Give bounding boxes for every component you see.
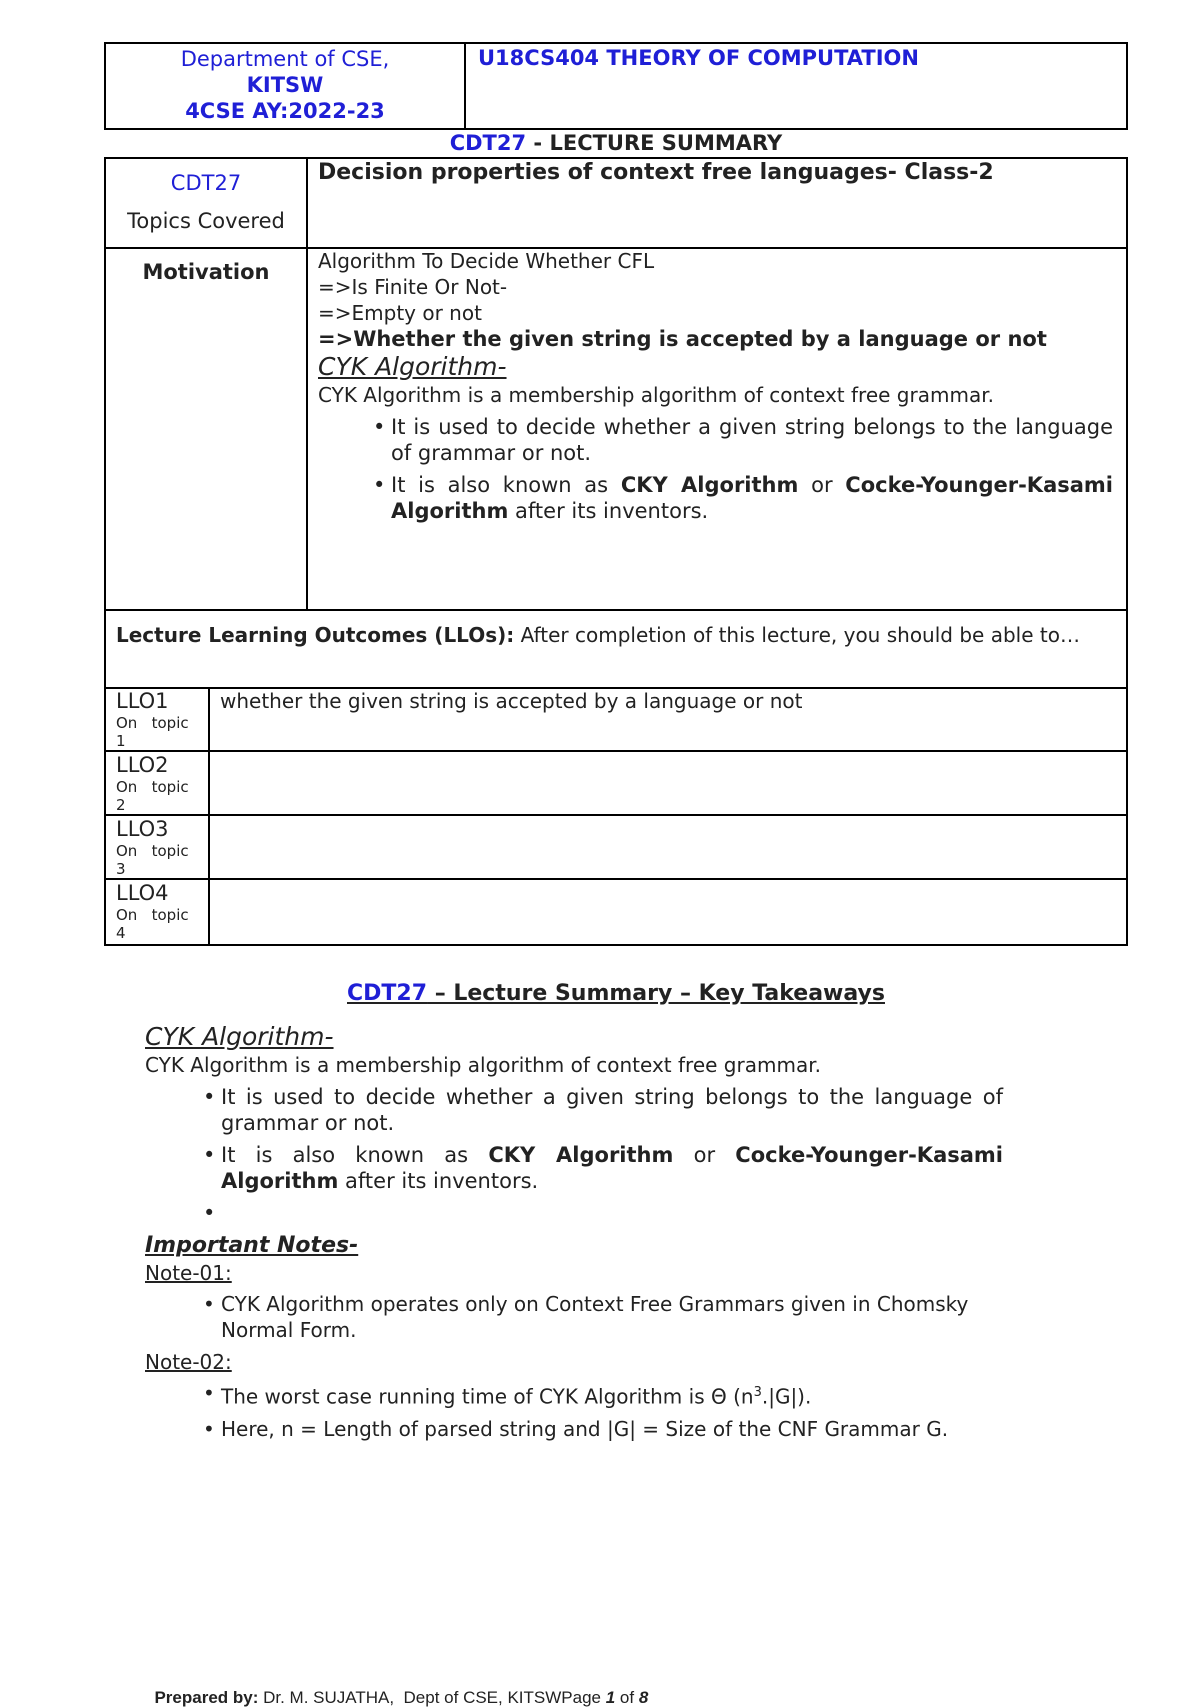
takeaways-bullets [203,1084,1003,1226]
llo-topic-num: 4 [116,924,126,942]
motivation-label: Motivation [142,260,270,284]
llo-intro [116,622,1114,648]
footer-page-of: of [615,1688,639,1707]
motivation-heading: CYK Algorithm- [318,352,507,381]
academic-year: 4CSE AY:2022-23 [185,99,385,123]
takeaways-title-text: – Lecture Summary – Key Takeaways [427,981,885,1006]
motivation-bullet-2-cyk: Cocke-Younger-Kasami Algorithm [391,473,1113,523]
llo-on-topic: On topic [116,842,189,860]
summary-code: CDT27 [449,131,527,155]
department-block [106,46,464,124]
takeaways-bullet-empty [203,1200,1003,1226]
footer-prepared-label: Prepared by: [154,1688,259,1707]
llo-row-1 [116,688,204,750]
note-2-label: Note-02: [145,1350,232,1374]
note-1-label: Note-01: [145,1261,232,1285]
motivation-bullets [373,414,1113,524]
notes-heading: Important Notes- [145,1233,359,1258]
llo-intro-heading: Lecture Learning Outcomes (LLOs): [116,623,515,647]
llo-topic-num: 3 [116,860,126,878]
footer [145,1668,648,1708]
motivation-line-2: =>Is Finite Or Not- [318,275,508,299]
motivation-bullet-2-post: after its inventors. [508,499,709,523]
motivation-bullet-2 [373,472,1113,524]
institute-name: KITSW [246,73,324,97]
llo-row-divider-1 [104,750,1128,752]
llo-on-topic: On topic [116,714,189,732]
motivation-desc: CYK Algorithm is a membership algorithm of context free grammar. [318,383,994,407]
takeaways-content [145,1022,1065,1442]
motivation-content [318,248,1116,524]
motivation-bullet-2-cky: CKY Algorithm [620,473,799,497]
note-1-bullet: • CYK Algorithm operates only on Context Free Grammars given in Chomsky Normal Form. [203,1291,1003,1343]
note-2-bullet-1-pre: The worst case running time of CYK Algorithm is Θ (n [221,1384,754,1409]
takeaways-bullet-1: • It is used to decide whether a given string belongs to the language of grammar or not. [203,1084,1003,1136]
llo-on-topic: On topic [116,906,189,924]
note-1-bullets [203,1291,1003,1343]
note-2-bullets [203,1380,1003,1442]
col-divider-topics [306,157,308,611]
summary-title [104,130,1128,156]
takeaways-bullet-2-pre: It is also known as [221,1143,489,1167]
motivation-line-3: =>Empty or not [318,301,482,325]
note-2-bullet-2: • Here, n = Length of parsed string and |G| = Size of the CNF Grammar G. [203,1416,1003,1442]
motivation-line-1: Algorithm To Decide Whether CFL [318,249,655,273]
llo-topic-num: 1 [116,732,126,750]
takeaways-bullet-2 [203,1142,1003,1194]
llo-row-divider-3 [104,878,1128,880]
llo-id: LLO2 [116,753,169,777]
llo-id: LLO3 [116,817,169,841]
takeaways-bullet-2-mid: or [673,1143,736,1167]
topics-label-cell [106,170,306,234]
department-name: Department of CSE, [180,47,390,71]
takeaways-desc: CYK Algorithm is a membership algorithm of context free grammar. [145,1053,821,1077]
note-2-bullet-1 [203,1380,1003,1410]
takeaways-bullet-2-post: after its inventors. [338,1169,539,1193]
llo-intro-text: After completion of this lecture, you should be able to… [514,623,1080,647]
topics-label: Topics Covered [127,209,285,233]
llo-row-4 [116,880,204,942]
topics-title: Decision properties of context free languages- Class-2 [318,160,994,185]
course-title: U18CS404 THEORY OF COMPUTATION [478,46,919,70]
takeaways-bullet-2-cyk: Cocke-Younger-Kasami Algorithm [221,1143,1003,1193]
footer-page-total: 8 [638,1688,649,1707]
row-divider-motivation [104,609,1128,611]
llo-row-divider-2 [104,814,1128,816]
llo-id: LLO4 [116,881,169,905]
note-2-bullet-1-post: .|G|). [761,1384,812,1409]
motivation-bullet-1: • It is used to decide whether a given string belongs to the language of grammar or not. [373,414,1113,466]
takeaways-code: CDT27 [347,981,428,1006]
motivation-bullet-2-pre: It is also known as [391,473,621,497]
note-2-bullet-1-sup: 3 [753,1385,762,1400]
footer-page-label: Page [561,1688,606,1707]
footer-prepared-text: Dr. M. SUJATHA, Dept of CSE, KITSW [258,1688,562,1707]
footer-page-number: 1 [605,1688,616,1707]
llo-row-3 [116,816,204,878]
motivation-line-4: =>Whether the given string is accepted by a language or not [318,327,1047,351]
takeaways-bullet-2-cky: CKY Algorithm [488,1143,674,1167]
llo-text: whether the given string is accepted by a language or not [220,689,803,713]
llo-on-topic: On topic [116,778,189,796]
motivation-bullet-2-mid: or [798,473,846,497]
summary-title-text: - LECTURE SUMMARY [526,131,783,155]
llo-topic-num: 2 [116,796,126,814]
llo-col-divider [208,687,210,946]
takeaways-title [104,980,1128,1008]
takeaways-heading: CYK Algorithm- [145,1022,334,1051]
header-divider [464,42,466,130]
llo-table [104,687,1128,946]
topics-code: CDT27 [170,171,242,195]
llo-id: LLO1 [116,689,169,713]
llo-row-2 [116,752,204,814]
